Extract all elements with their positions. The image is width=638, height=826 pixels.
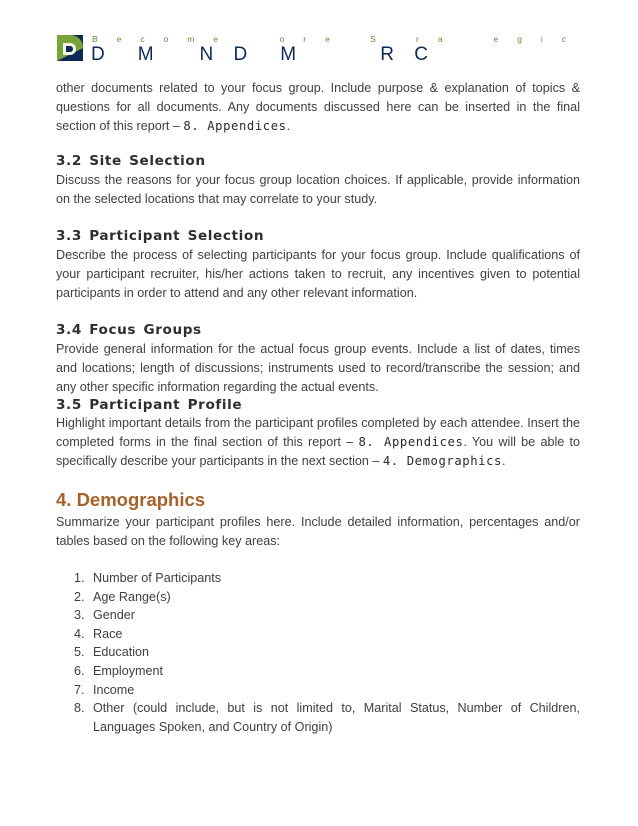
list-item	[56, 588, 580, 607]
section-heading-demographics: 4. Demographics	[56, 489, 206, 510]
list-item-label: Education	[93, 645, 150, 660]
list-item-number: 5.	[74, 645, 85, 660]
list-item-label: Gender	[93, 608, 136, 623]
list-item	[56, 569, 580, 588]
list-item	[56, 625, 580, 644]
intro-paragraph	[56, 79, 580, 137]
list-item	[56, 643, 580, 662]
participant-profile-text-a: Highlight important details from the participant profiles completed by each attendee. Insert the completed forms in the final section of this report –	[56, 416, 580, 450]
list-item-number: 6.	[74, 663, 85, 678]
section-heading-participant-profile: 3.5 Participant Profile	[56, 397, 243, 413]
demographics-key-areas-list	[56, 569, 580, 736]
section-heading-participant-selection: 3.3 Participant Selection	[56, 228, 265, 244]
logo-brand-text: D M N D M R C	[91, 44, 436, 65]
list-item	[56, 681, 580, 700]
logo-tagline: B e c o m e o r e S r a e g i c	[92, 34, 575, 44]
list-item	[56, 606, 580, 625]
list-item-number: 3.	[74, 608, 85, 623]
participant-profile-paragraph	[56, 414, 580, 472]
site-selection-paragraph: Discuss the reasons for your focus group location choices. If applicable, provide information on the selected locations that may correlate to your study.	[56, 173, 580, 207]
demographics-reference: 4. Demographics	[382, 454, 502, 469]
section-heading-focus-groups: 3.4 Focus Groups	[56, 322, 202, 338]
participant-profile-text-b: . You will be able to specifically describe your participants in the next section –	[56, 435, 581, 469]
list-item-label: Income	[93, 682, 135, 697]
list-item-number: 1.	[74, 571, 85, 585]
list-item-label: Other (could include, but is not limited to, Marital Status, Number of Children, Languages Spoken, and Country of Origin)	[93, 701, 580, 734]
appendices-reference-2: 8. Appendices	[358, 435, 464, 450]
list-item-label: Age Range(s)	[93, 589, 171, 604]
list-item-number: 7.	[74, 682, 85, 697]
logo-icon	[56, 33, 86, 63]
section-heading-site-selection: 3.2 Site Selection	[56, 153, 206, 169]
list-item-number: 4.	[74, 626, 85, 641]
list-item-label: Employment	[93, 663, 163, 678]
list-item-number: 8.	[74, 701, 85, 716]
list-item-number: 2.	[74, 589, 85, 604]
list-item	[56, 699, 580, 736]
appendices-reference: 8. Appendices	[183, 119, 287, 134]
list-item	[56, 662, 580, 681]
participant-selection-paragraph: Describe the process of selecting participants for your focus group. Include qualifications of your participant recruiter, his/her actions taken to recruit, any incentives given to potential participants in order to attend and any other relevant information.	[56, 248, 580, 301]
focus-groups-paragraph: Provide general information for the actual focus group events. Include a list of dates, times and locations; length of discussions; instruments used to record/transcribe the session; and any other specific information regarding the actual events.	[56, 342, 580, 395]
list-item-label: Race	[93, 626, 123, 641]
list-item-label: Number of Participants	[93, 571, 222, 585]
page-header	[56, 30, 575, 70]
intro-text: other documents related to your focus group. Include purpose & explanation of topics & questions for all documents. Any documents discussed here can be inserted in the final section of this report –	[56, 81, 580, 134]
demographics-paragraph: Summarize your participant profiles here. Include detailed information, percentages and/or tables based on the following key areas:	[56, 515, 580, 549]
participant-profile-tail: .	[501, 454, 506, 469]
intro-tail: .	[286, 119, 291, 134]
